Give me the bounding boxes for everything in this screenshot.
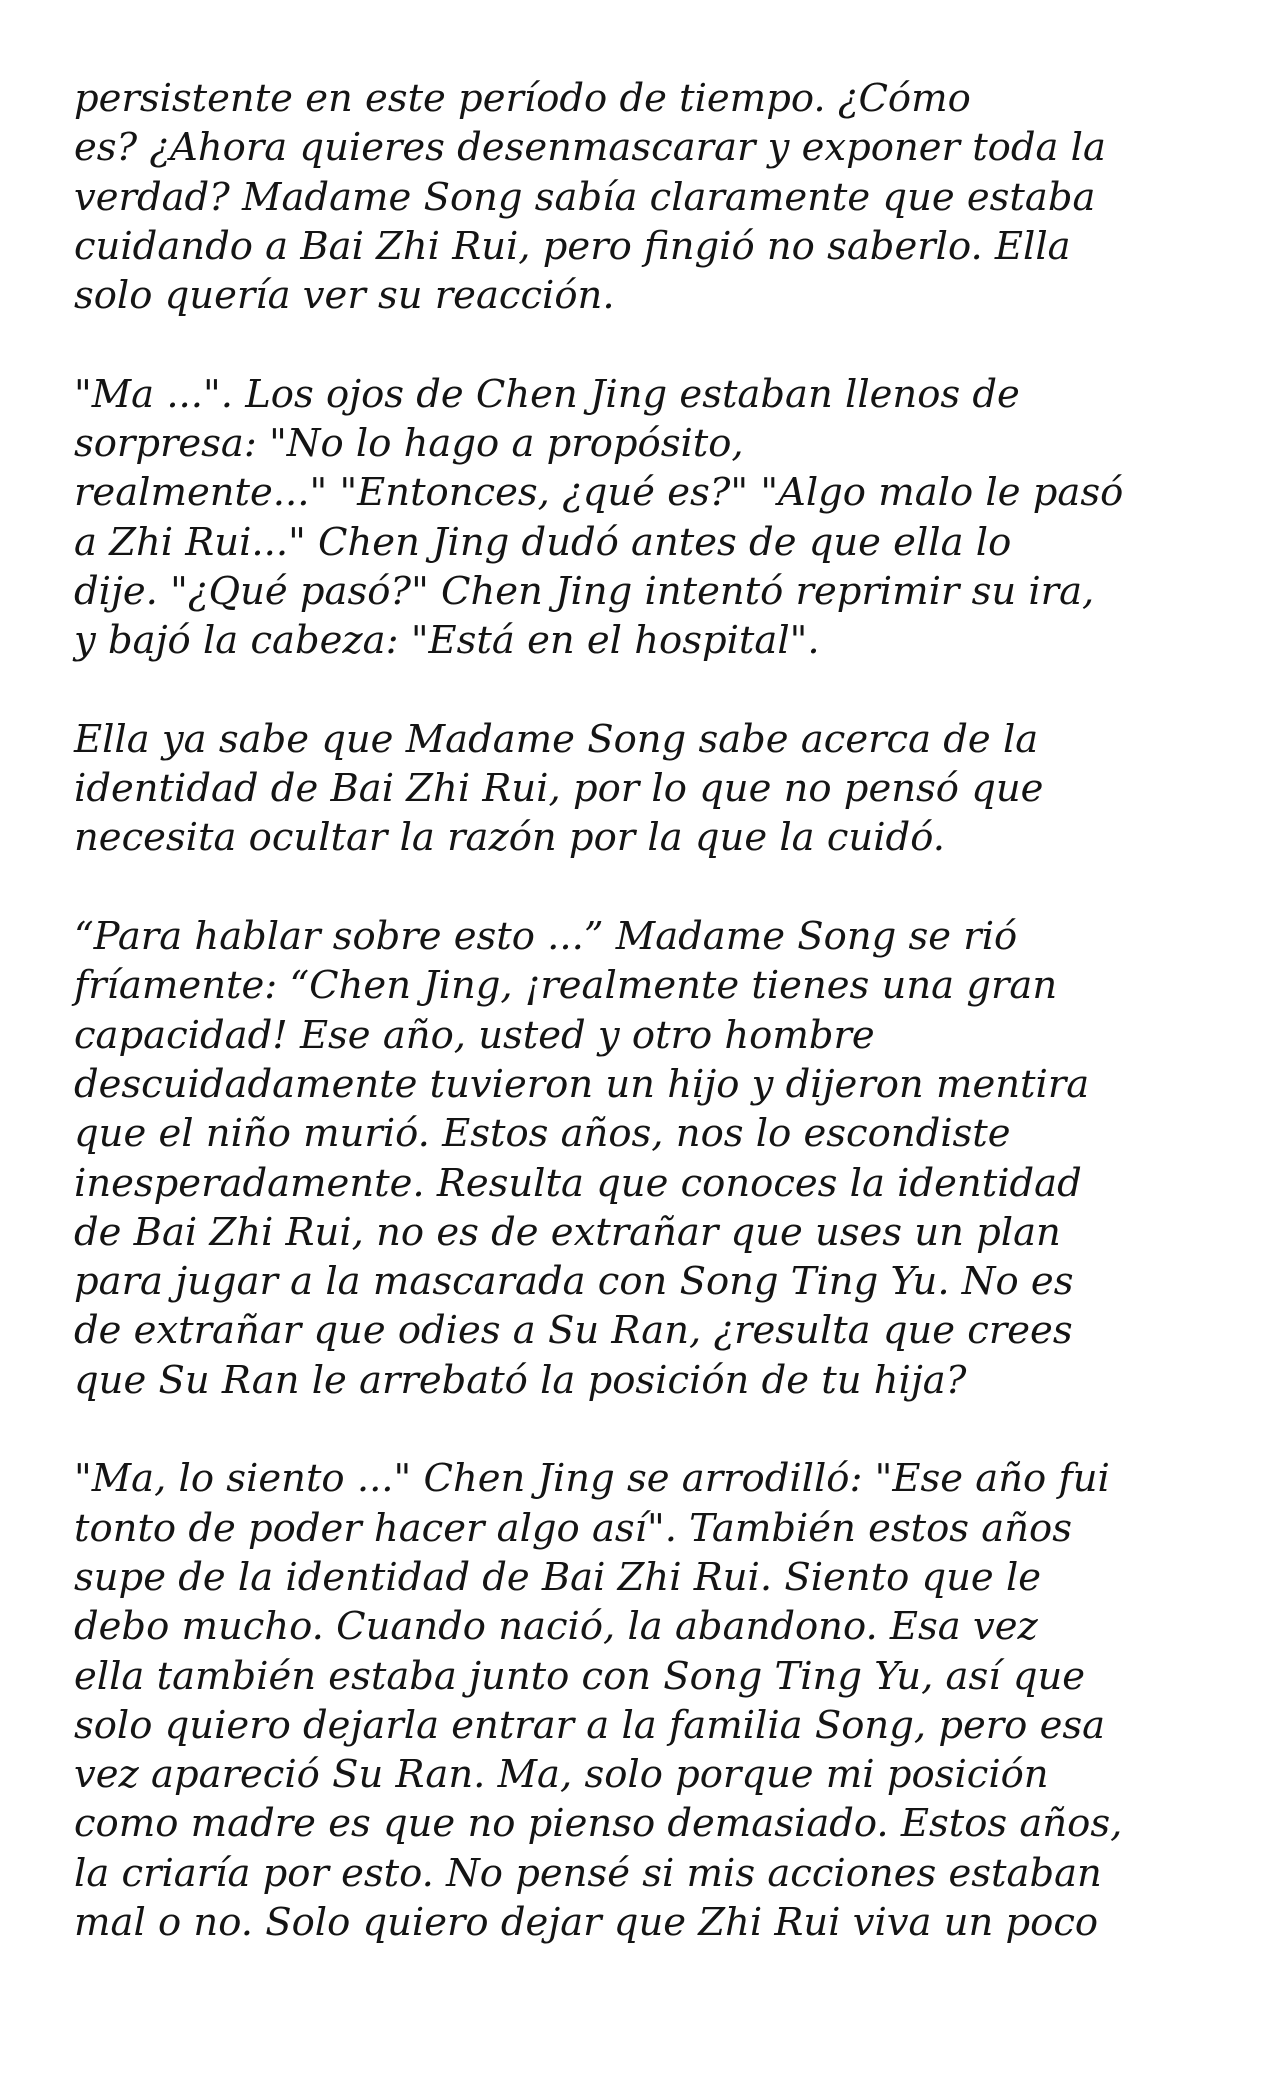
text-line: cuidando a Bai Zhi Rui, pero fingió no saberlo. Ella <box>74 223 1071 269</box>
text-line: "Ma ...". Los ojos de Chen Jing estaban llenos de <box>74 371 1020 417</box>
text-line: sorpresa: "No lo hago a propósito, <box>74 421 744 467</box>
text-line: fríamente: “Chen Jing, ¡realmente tienes una gran <box>74 963 1058 1009</box>
text-line: como madre es que no pienso demasiado. Estos años, <box>74 1801 1123 1847</box>
text-line: dije. "¿Qué pasó?" Chen Jing intentó reprimir su ira, <box>74 568 1095 614</box>
text-line: que el niño murió. Estos años, nos lo escondiste <box>74 1111 1011 1157</box>
text-line: la criaría por esto. No pensé si mis acciones estaban <box>74 1850 1102 1896</box>
text-line: ella también estaba junto con Song Ting Yu, así que <box>74 1653 1086 1699</box>
text-line: de Bai Zhi Rui, no es de extrañar que uses un plan <box>74 1209 1061 1255</box>
text-line: solo quería ver su reacción. <box>74 273 615 319</box>
text-line: que Su Ran le arrebató la posición de tu hija? <box>74 1357 967 1403</box>
text-line: persistente en este período de tiempo. ¿Cómo <box>74 76 971 121</box>
text-line: de extrañar que odies a Su Ran, ¿resulta que crees <box>74 1308 1073 1354</box>
text-line: es? ¿Ahora quieres desenmascarar y exponer toda la <box>74 125 1106 171</box>
text-line: debo mucho. Cuando nació, la abandono. Esa vez <box>74 1604 1038 1650</box>
text-line: descuidadamente tuvieron un hijo y dijeron mentira <box>74 1061 1090 1107</box>
text-line: necesita ocultar la razón por la que la cuidó. <box>74 815 945 861</box>
paragraph <box>74 1454 1214 1947</box>
text-line: solo quiero dejarla entrar a la familia Song, pero esa <box>74 1702 1106 1748</box>
paragraph <box>74 370 1214 666</box>
text-line: realmente..." "Entonces, ¿qué es?" "Algo malo le pasó <box>74 470 1124 516</box>
text-line: “Para hablar sobre esto ...” Madame Song se rió <box>74 914 1018 960</box>
paragraph <box>74 74 1214 320</box>
text-line: mal o no. Solo quiero dejar que Zhi Rui viva un poco <box>74 1899 1099 1945</box>
text-line: supe de la identidad de Bai Zhi Rui. Siento que le <box>74 1554 1042 1600</box>
text-line: "Ma, lo siento ..." Chen Jing se arrodilló: "Ese año fui <box>74 1456 1110 1502</box>
text-line: vez apareció Su Ran. Ma, solo porque mi posición <box>74 1752 1049 1798</box>
text-line: inesperadamente. Resulta que conoces la identidad <box>74 1160 1082 1206</box>
text-line: identidad de Bai Zhi Rui, por lo que no pensó que <box>74 766 1044 812</box>
text-line: tonto de poder hacer algo así". También estos años <box>74 1505 1072 1551</box>
text-line: y bajó la cabeza: "Está en el hospital". <box>74 618 820 664</box>
text-line: verdad? Madame Song sabía claramente que estaba <box>74 174 1096 220</box>
paragraph <box>74 715 1214 863</box>
text-line: capacidad! Ese año, usted y otro hombre <box>74 1012 875 1058</box>
text-line: a Zhi Rui..." Chen Jing dudó antes de que ella lo <box>74 519 1012 565</box>
body-text <box>74 74 1214 1997</box>
text-line: Ella ya sabe que Madame Song sabe acerca de la <box>74 716 1039 762</box>
text-line: para jugar a la mascarada con Song Ting Yu. No es <box>74 1259 1074 1305</box>
paragraph <box>74 912 1214 1405</box>
